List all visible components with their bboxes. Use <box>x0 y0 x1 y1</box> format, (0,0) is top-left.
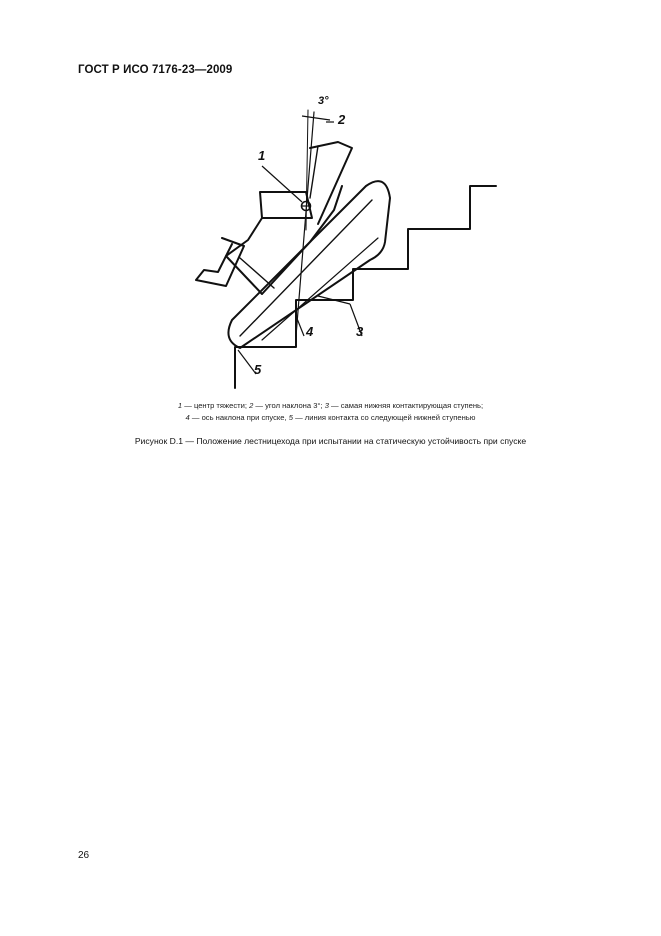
legend-num: 5 <box>288 413 293 422</box>
label-2: 2 <box>338 112 346 127</box>
legend-num: 3 <box>324 401 329 410</box>
figure-legend-line-1 <box>0 401 661 410</box>
chair-seat <box>260 192 312 218</box>
legend-num: 2 <box>249 401 254 410</box>
label-1: 1 <box>258 148 266 163</box>
legend-text: — самая нижняя контактирующая ступень; <box>328 401 484 410</box>
leader-1 <box>262 166 302 202</box>
legend-num: 4 <box>185 413 190 422</box>
chair-frame-2 <box>240 258 274 288</box>
chair-frame <box>226 186 342 294</box>
staircase-line <box>235 186 496 388</box>
document-header: ГОСТ Р ИСО 7176-23—2009 <box>78 64 233 76</box>
page-number: 26 <box>78 850 90 861</box>
legend-text: — ось наклона при спуске, <box>189 413 289 422</box>
label-angle: 3° <box>318 95 329 107</box>
figure-caption: Рисунок D.1 — Положение лестницехода при испытании на статическую устойчивость при спуске <box>134 436 527 446</box>
legend-text: — центр тяжести; <box>182 401 250 410</box>
legend-num: 1 <box>177 401 183 410</box>
vertical-reference-line <box>306 110 308 230</box>
stair-climber-figure <box>180 90 500 395</box>
chair-footrest <box>196 238 244 286</box>
label-3: 3 <box>356 324 364 339</box>
label-5: 5 <box>254 362 262 377</box>
legend-text: — линия контакта со следующей нижней ступенью <box>292 413 476 422</box>
stair-climber-drawing <box>180 90 500 395</box>
label-4: 4 <box>306 324 314 339</box>
legend-text: — угол наклона 3°; <box>253 401 325 410</box>
angle-arrow <box>302 116 330 120</box>
figure-legend-line-2 <box>0 413 661 422</box>
